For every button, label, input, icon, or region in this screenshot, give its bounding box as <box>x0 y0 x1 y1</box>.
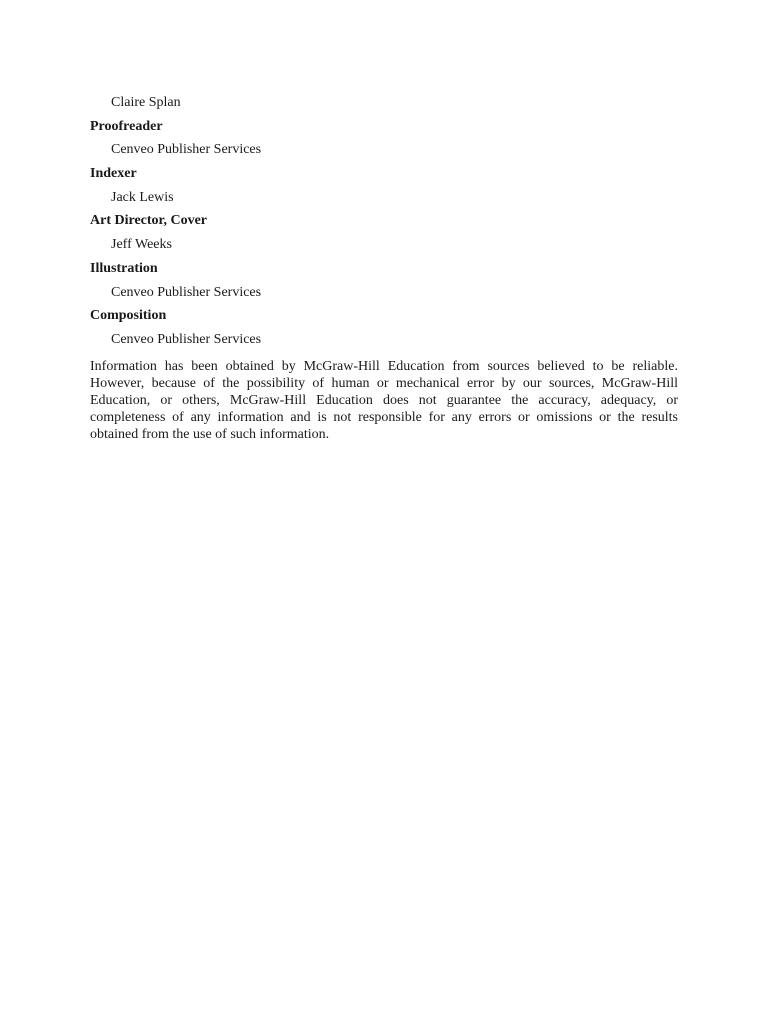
credit-role-indexer: Indexer <box>90 166 137 182</box>
credit-role-composition: Composition <box>90 308 167 324</box>
credit-name: Cenveo Publisher Services <box>111 284 262 300</box>
credit-role-proofreader: Proofreader <box>90 118 163 134</box>
disclaimer-paragraph: Information has been obtained by McGraw-Hill Education from sources believed to be reliable. However, because of the possibility of human or mechanical error by our sources, McGraw-Hill Education, or others, McGraw-Hill Education does not guarantee the accuracy, adequacy, or completeness of any information and is not responsible for any errors or omissions or the results obtained from the use of such information. <box>90 358 678 442</box>
credits-list <box>90 91 678 352</box>
credit-role-art-director-cover: Art Director, Cover <box>90 213 208 229</box>
credit-name: Cenveo Publisher Services <box>111 142 262 158</box>
credit-role-illustration: Illustration <box>90 260 158 276</box>
credit-name: Jack Lewis <box>111 189 174 205</box>
credit-name: Jeff Weeks <box>111 237 172 253</box>
credit-name: Claire Splan <box>111 95 181 110</box>
document-page <box>90 91 678 443</box>
credit-name: Cenveo Publisher Services <box>111 331 262 347</box>
